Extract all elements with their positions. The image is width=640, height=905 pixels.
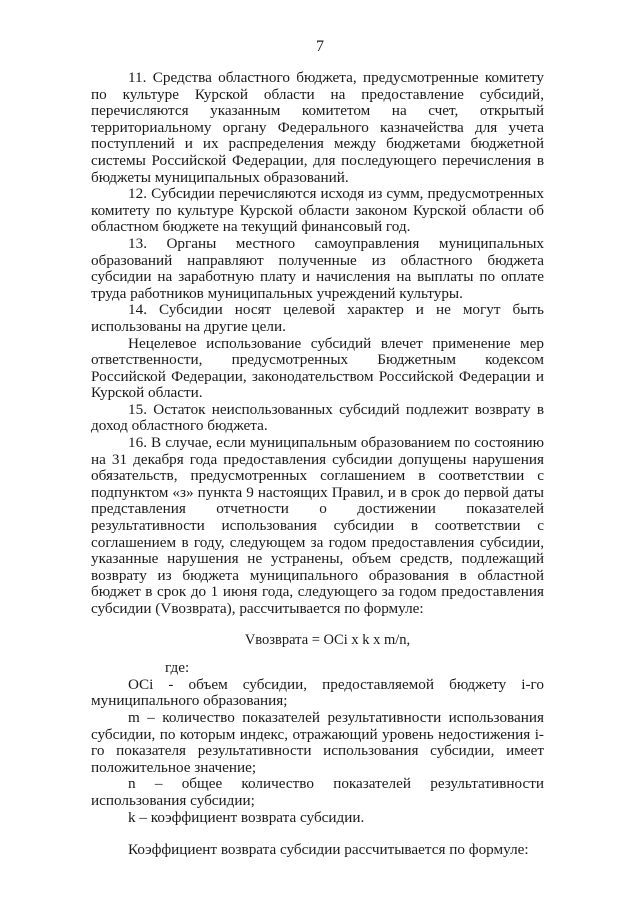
closing-paragraph: Коэффициент возврата субсидии рассчитывается по формуле: <box>128 841 529 859</box>
paragraph-12: 12. Субсидии перечисляются исходя из сумм, предусмотренных комитету по культуре Курской области законом Курской области об областном бюджете на текущий финансовый год. <box>91 185 544 236</box>
paragraph-14: 14. Субсидии носят целевой характер и не могут быть использованы на другие цели. <box>91 301 544 335</box>
page-number: 7 <box>316 38 324 55</box>
definition-oci: OCi - объем субсидии, предоставляемой бюджету i-го муниципального образования; <box>91 675 544 710</box>
paragraph-11: 11. Средства областного бюджета, предусмотренные комитету по культуре Курской области на предоставление субсидий, перечисляются указанным комитетом на счет, открытый территориальному органу Федерального казначейства для учета поступлений и их распределения между бюджетами бюджетной системы Российской Федерации, для последующего перечисления в бюджеты муниципальных образований. <box>91 69 544 186</box>
definition-k: k – коэффициент возврата субсидии. <box>128 808 365 826</box>
paragraph-15: 15. Остаток неиспользованных субсидий подлежит возврату в доход областного бюджета. <box>91 400 544 435</box>
paragraph-16: 16. В случае, если муниципальным образованием по состоянию на 31 декабря года предоставления субсидии допущены нарушения обязательств, предусмотренных соглашением в соответствии с подпунктом «з» пункта 9 настоящих Правил, и в срок до первой даты представления отчетности о достижении показателей результативности использования субсидии в соответствии с соглашением в году, следующем за годом предоставления субсидии, указанные нарушения не устранены, объем средств, подлежащий возврату из бюджета муниципального образования в областной бюджет в срок до 1 июня года, следующего за годом предоставления субсидии (Vвозврата), рассчитывается по формуле: <box>91 434 544 617</box>
return-formula: Vвозврата = OCi x k x m/n, <box>244 631 411 648</box>
paragraph-14-misuse: Нецелевое использование субсидий влечет применение мер ответственности, предусмотренных Бюджетным кодексом Российской Федерации, законодательством Российской Федерации и Курской области. <box>91 334 544 402</box>
paragraph-13: 13. Органы местного самоуправления муниципальных образований направляют полученные из областного бюджета субсидии на заработную плату и начисления на выплаты по оплате труда работников муниципальных учреждений культуры. <box>91 234 544 302</box>
definition-m: m – количество показателей результативности использования субсидии, по которым индекс, отражающий уровень недостижения i-го показателя результативности использования субсидии, имеет положительное значение; <box>91 708 544 776</box>
definition-n: n – общее количество показателей результативности использования субсидии; <box>91 775 544 809</box>
where-label: где: <box>165 659 190 677</box>
document-body <box>91 70 544 859</box>
